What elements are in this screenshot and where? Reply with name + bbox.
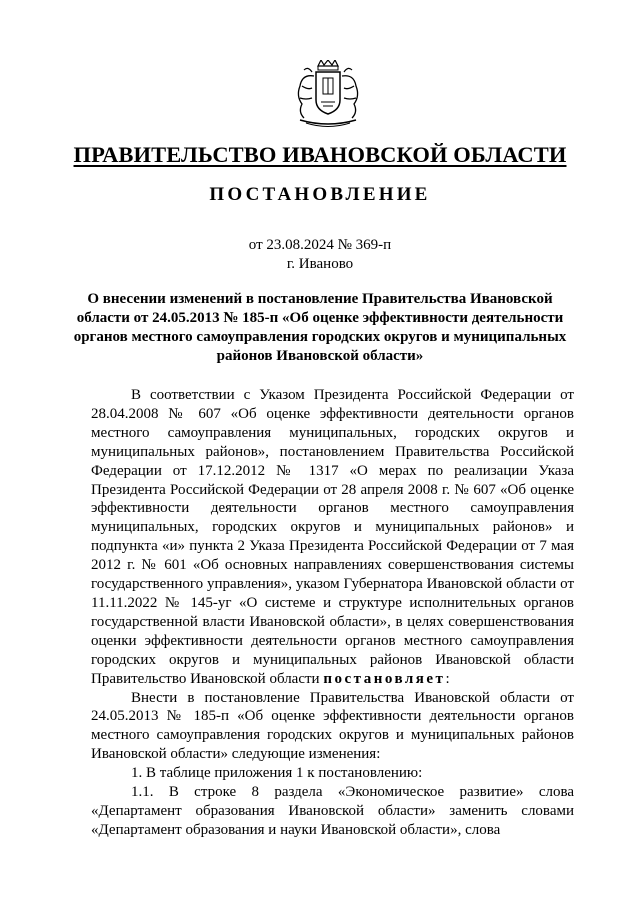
coat-of-arms-drawing (290, 60, 366, 128)
preamble-paragraph (91, 386, 574, 689)
preamble-text: В соответствии с Указом Президента Российской Федерации от 28.04.2008 № 607 «Об оценке эффективности деятельности органов местного самоуправления муниципальных, городских округов и муниципальных районов», постановлением Правительства Российской Федерации от 17.12.2012 № 1317 «О мерах по реализации Указа Президента Российской Федерации от 28 апреля 2008 г. № 607 «Об оценке эффективности деятельности органов местного самоуправления муниципальных, городских округов и муниципальных районов» и подпункта «и» пункта 2 Указа Президента Российской Федерации от 7 мая 2012 г. № 601 «Об основных направлениях совершенствования системы государственного управления», указом Губернатора Ивановской области от 11.11.2022 № 145-уг «О системе и структуре исполнительных органов государственной власти Ивановской области», в целях совершенствования оценки эффективности деятельности органов местного самоуправления городских округов и муниципальных районов Ивановской области Правительство Ивановской области (91, 387, 574, 687)
resolves-word: постановляет (323, 670, 446, 687)
body-paragraph: Внести в постановление Правительства Ивановской области от 24.05.2013 № 185-п «Об оценке эффективности деятельности органов местного самоуправления городских округов и муниципальных районов Ивановской области» следующие изменения: (91, 689, 574, 763)
document-meta (0, 236, 640, 274)
document-date-number: от 23.08.2024 № 369-п (248, 237, 392, 253)
coat-of-arms-icon (290, 60, 366, 128)
document-city: г. Иваново (286, 256, 354, 272)
preamble-colon: : (445, 670, 450, 687)
organization-title: ПРАВИТЕЛЬСТВО ИВАНОВСКОЙ ОБЛАСТИ (73, 142, 567, 167)
body-paragraph: 1. В таблице приложения 1 к постановлению: (131, 765, 423, 782)
document-heading: О внесении изменений в постановление Правительства Ивановской области от 24.05.2013 № 185-п «Об оценке эффективности деятельности органов местного самоуправления городских округов и муниципальных районов Ивановской области» (73, 291, 567, 364)
document-type: ПОСТАНОВЛЕНИЕ (209, 184, 431, 205)
body-paragraph: 1.1. В строке 8 раздела «Экономическое развитие» слова «Департамент образования Ивановской области» заменить словами «Департамент образования и науки Ивановской области», слова (91, 784, 574, 838)
document-body (91, 386, 574, 840)
